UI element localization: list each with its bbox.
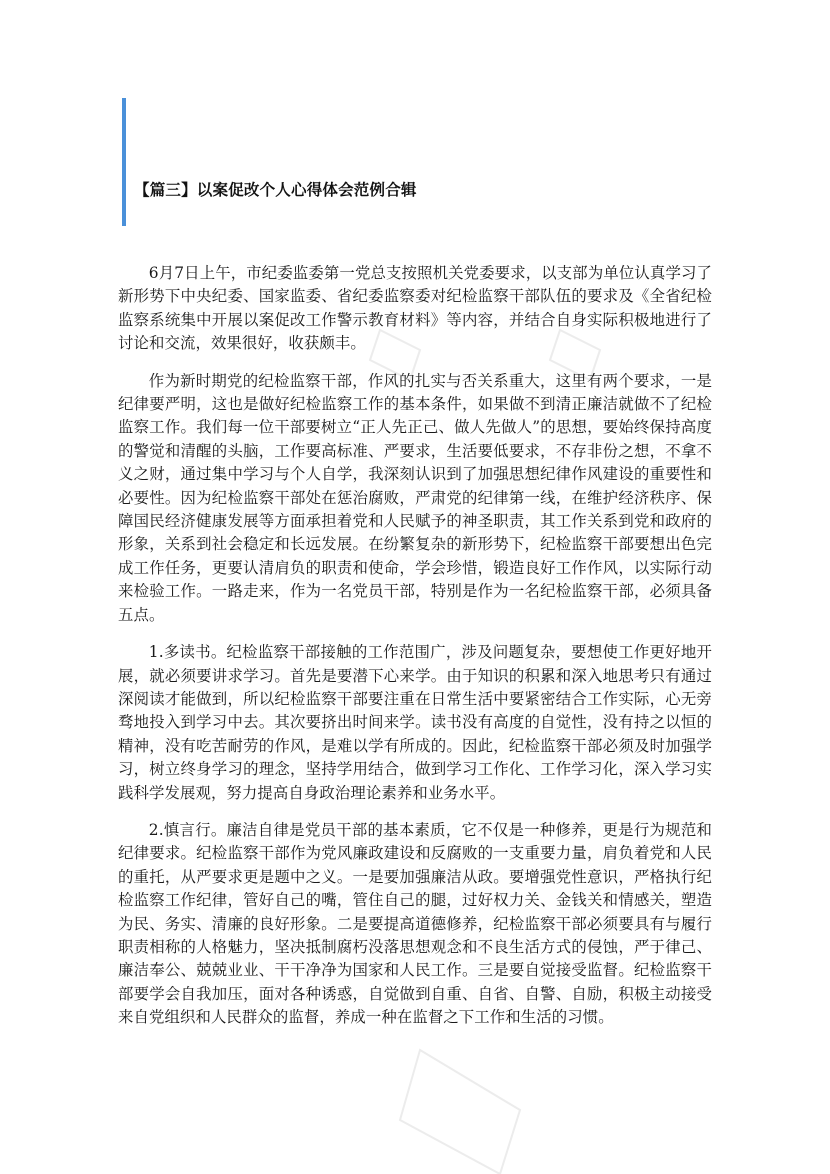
title-accent-bar [122, 98, 126, 226]
paragraph-point-1: 1.多读书。纪检监察干部接触的工作范围广，涉及问题复杂，要想使工作更好地开展，就必须要讲求学习。首先是要潜下心来学。由于知识的积累和深入地思考只有通过深阅读才能做到，所以纪检监察干部要注重在日常生活中要紧密结合工作实际，心无旁骛地投入到学习中去。其次要挤出时间来学。读书没有高度的自觉性，没有持之以恒的精神，没有吃苦耐劳的作风，是难以学有所成的。因此，纪检监察干部必须及时加强学习，树立终身学习的理念，坚持学用结合，做到学习工作化、工作学习化，深入学习实践科学发展观，努力提高自身政治理论素养和业务水平。 [118, 643, 712, 802]
paragraph-intro: 6月7日上午，市纪委监委第一党总支按照机关党委要求，以支部为单位认真学习了新形势下中央纪委、国家监委、省纪委监察委对纪检监察干部队伍的要求及《全省纪检监察系统集中开展以案促改工作警示教育材料》等内容，并结合自身实际积极地进行了讨论和交流，效果很好，收获颇丰。 [118, 264, 712, 353]
watermark-shape-3 [400, 1050, 520, 1174]
paragraph-point-2: 2.慎言行。廉洁自律是党员干部的基本素质，它不仅是一种修养，更是行为规范和纪律要求。纪检监察干部作为党风廉政建设和反腐败的一支重要力量，肩负着党和人民的重托，从严要求更是题中之义。一是要加强廉洁从政。要增强党性意识，严格执行纪检监察工作纪律，管好自己的嘴，管住自己的腿，过好权力关、金钱关和情感关，塑造为民、务实、清廉的良好形象。二是要提高道德修养，纪检监察干部必须要具有与履行职责相称的人格魅力，坚决抵制腐朽没落思想观念和不良生活方式的侵蚀，严于律己、廉洁奉公、兢兢业业、干干净净为国家和人民工作。三是要自觉接受监督。纪检监察干部要学会自我加压，面对各种诱惑，自觉做到自重、自省、自警、自励，积极主动接受来自党组织和人民群众的监督，养成一种在监督之下工作和生活的习惯。 [118, 820, 712, 1027]
document-title: 【篇三】以案促改个人心得体会范例合辑 [134, 181, 417, 199]
paragraph-requirements: 作为新时期党的纪检监察干部，作风的扎实与否关系重大，这里有两个要求，一是纪律要严明，这也是做好纪检监察工作的基本条件，如果做不到清正廉洁就做不了纪检监察工作。我们每一位干部要树立“正人先正己、做人先做人”的思想，要始终保持高度的警觉和清醒的头脑，工作要高标准、严要求，生活要低要求，不存非份之想，不拿不义之财，通过集中学习与个人自学，我深刻认识到了加强思想纪律作风建设的重要性和必要性。因为纪检监察干部处在惩治腐败，严肃党的纪律第一线，在维护经济秩序、保障国民经济健康发展等方面承担着党和人民赋予的神圣职责，其工作关系到党和政府的形象，关系到社会稳定和长远发展。在纷繁复杂的新形势下，纪检监察干部要想出色完成工作任务，更要认清肩负的职责和使命，学会珍惜，锻造良好工作作风，以实际行动来检验工作。一路走来，作为一名党员干部，特别是作为一名纪检监察干部，必须具备五点。 [118, 371, 712, 624]
document-body [118, 262, 712, 1044]
